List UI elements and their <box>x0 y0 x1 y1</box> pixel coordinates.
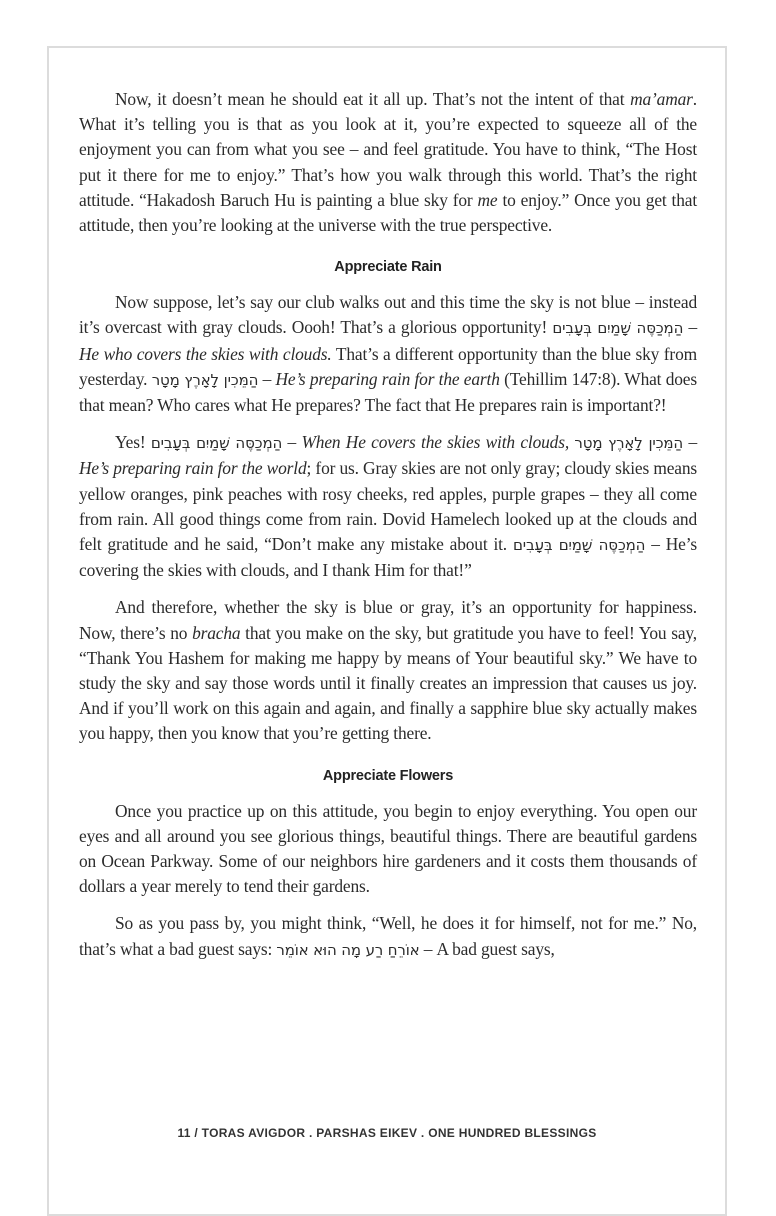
text-run: Now suppose, let’s say our club walks out and this time the sky is not blue – instead it’s overcast with gray clouds. Oooh! That’s a glorious opportunity! <box>79 292 697 338</box>
italic-text: me <box>477 189 498 210</box>
paragraph <box>79 595 697 746</box>
hebrew-quote: הַמְכַסֶּה שָׁמַיִם בְּעָבִים <box>512 536 646 555</box>
section-heading: Appreciate Flowers <box>322 767 454 784</box>
paragraph <box>79 799 697 900</box>
text-run: Once you practice up on this attitude, you begin to enjoy everything. You open our eyes and all around you see glorious things, beautiful things. There are beautiful gardens on Ocean Parkway. Some of our neighbors hire gardeners and it costs them thousands of dollars a year merely to tend their gardens. <box>79 800 697 897</box>
text-run: – <box>683 317 698 338</box>
hebrew-quote: אוֹרֵחַ רַע מָה הוּא אוֹמֵר <box>276 940 420 959</box>
paragraph <box>79 87 697 238</box>
hebrew-quote: הַמֵּכִין לָאָרֶץ מָטָר <box>151 370 259 389</box>
text-run: . What it’s telling you is that as you look at it, you’re expected to squeeze all of the enjoyment you can from what you see – and feel gratitude. You have to think, “The Host put it there for me to enjoy.” That’s how you walk through this world. That’s the right attitude. “Hakadosh Baruch Hu is painting a blue sky for <box>79 89 697 210</box>
text-run: Yes! <box>115 432 151 453</box>
text-run: So as you pass by, you might think, “Well, he does it for himself, not for me.” No, that’s what a bad guest says: <box>79 913 697 959</box>
italic-text: ma’amar <box>630 89 693 109</box>
text-run: – <box>258 368 276 389</box>
text-run: that you make on the sky, but gratitude you have to feel! You say, “Thank You Hashem for making me happy by means of Your beautiful sky.” We have to study the sky and say those words until it finally creates an impression that causes us joy. And if you’ll work on this again and again, and finally a sapphire blue sky actually makes you happy, then you know that you’re getting there. <box>79 622 697 744</box>
paragraph <box>79 290 697 418</box>
text-run: – A bad guest says, <box>419 938 555 959</box>
text-run: ; for us. Gray skies are not only gray; cloudy skies means yellow oranges, pink peaches with rosy cheeks, red apples, purple grapes – they all come from rain. All good things come from rain. Dovid Hamelech looked up at the clouds and felt gratitude and he said, “Don’t make any mistake about it. <box>79 458 697 555</box>
text-run: – <box>683 432 697 453</box>
paragraph <box>79 430 697 583</box>
text-run: (Tehillim 147:8). What does that mean? Who cares what He prepares? The fact that He prepares rain is important?! <box>79 368 697 416</box>
text-run: That’s a different opportunity than the blue sky from yesterday. <box>79 343 697 389</box>
text-run: And therefore, whether the sky is blue or gray, it’s an opportunity for happiness. Now, there’s no <box>79 597 697 643</box>
hebrew-quote: הַמְכַסֶּה שָׁמַיִם בְּעָבִים <box>150 434 283 453</box>
text-run: – He’s covering the skies with clouds, and I thank Him for that!” <box>79 534 697 581</box>
page-footer: 11 / TORAS AVIGDOR . PARSHAS EIKEV . ONE HUNDRED BLESSINGS <box>177 1126 597 1140</box>
italic-text: bracha <box>192 622 241 643</box>
italic-text: When He covers the skies with clouds, <box>301 432 575 453</box>
text-run: Now, it doesn’t mean he should eat it all up. That’s not the intent of that <box>115 89 631 109</box>
page-content <box>79 87 697 975</box>
italic-text: He’s preparing rain for the earth <box>275 368 500 389</box>
hebrew-quote: הַמְכַסֶּה שָׁמַיִם בְּעָבִים <box>552 319 684 338</box>
hebrew-quote: הַמֵּכִין לָאָרֶץ מָטָר <box>574 434 684 453</box>
text-run: to enjoy.” Once you get that attitude, then you’re looking at the universe with the true perspective. <box>79 189 698 236</box>
section-heading: Appreciate Rain <box>334 259 442 276</box>
paragraph <box>79 911 697 962</box>
italic-text: He who covers the skies with clouds. <box>79 343 332 364</box>
text-run: – <box>282 432 302 453</box>
italic-text: He’s preparing rain for the world <box>79 458 307 479</box>
